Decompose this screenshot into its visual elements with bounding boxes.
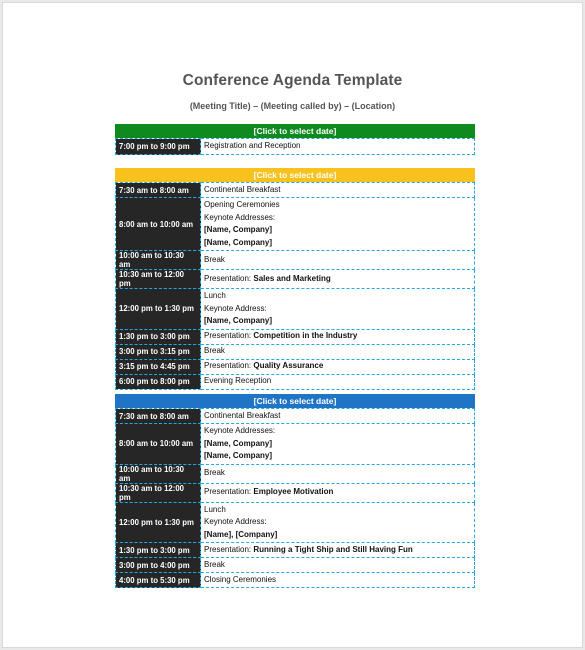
agenda-time[interactable]: 4:00 pm to 5:30 pm (116, 573, 201, 588)
agenda-description[interactable] (201, 183, 475, 198)
agenda-time[interactable]: 6:00 pm to 8:00 pm (116, 374, 201, 389)
agenda-line-text: [Name, Company] (204, 316, 273, 325)
agenda-description[interactable] (201, 198, 475, 251)
day3-table (115, 408, 475, 588)
agenda-row (116, 359, 475, 374)
agenda-description[interactable] (201, 409, 475, 424)
agenda-description[interactable] (201, 464, 475, 483)
agenda-line-text: Presentation: (204, 544, 254, 554)
agenda-line (204, 559, 471, 572)
agenda-line-text: [Name, Company] (204, 237, 273, 247)
agenda-row (116, 543, 475, 558)
agenda-row (116, 329, 475, 344)
agenda-time[interactable]: 12:00 pm to 1:30 pm (116, 289, 201, 330)
agenda-line (204, 516, 471, 529)
agenda-time[interactable]: 7:30 am to 8:00 am (116, 409, 201, 424)
agenda-time[interactable]: 10:30 am to 12:00 pm (116, 483, 201, 502)
agenda-line (204, 290, 471, 303)
agenda-description[interactable] (201, 424, 475, 465)
agenda-line-text: Break (204, 468, 225, 478)
agenda-row (116, 374, 475, 389)
agenda-row (116, 409, 475, 424)
agenda-line (204, 315, 471, 328)
presentation-topic: Quality Assurance (253, 361, 324, 371)
agenda-time[interactable]: 10:00 am to 10:30 am (116, 464, 201, 483)
agenda-line (204, 467, 471, 480)
agenda-row (116, 183, 475, 198)
page-subtitle: (Meeting Title) – (Meeting called by) – (Location) (189, 101, 396, 111)
agenda-time[interactable]: 7:30 am to 8:00 am (116, 183, 201, 198)
agenda-description[interactable] (201, 558, 475, 573)
agenda-time[interactable]: 3:15 pm to 4:45 pm (116, 359, 201, 374)
day1-date-selector[interactable]: [Click to select date] (115, 124, 475, 138)
agenda-time[interactable]: 3:00 pm to 4:00 pm (116, 558, 201, 573)
agenda-description[interactable] (201, 329, 475, 344)
agenda-time[interactable]: 10:00 am to 10:30 am (116, 251, 201, 270)
agenda-line-text: Keynote Addresses: (204, 426, 276, 435)
agenda-line-text: [Name, Company] (204, 225, 273, 234)
agenda-line (204, 303, 471, 316)
agenda-time[interactable]: 8:00 am to 10:00 am (116, 198, 201, 251)
agenda-line-text: Presentation: (204, 273, 254, 283)
agenda-line (204, 199, 471, 212)
agenda-row (116, 344, 475, 359)
agenda-row (116, 502, 475, 543)
agenda-line-text: Presentation: (204, 487, 254, 497)
day3-date-selector[interactable]: [Click to select date] (115, 394, 475, 408)
agenda-line (204, 330, 471, 343)
agenda-line-text: Keynote Addresses: (204, 212, 276, 222)
agenda-line (204, 375, 471, 388)
agenda-row (116, 424, 475, 465)
agenda-line (204, 140, 471, 153)
agenda-line (204, 544, 471, 557)
agenda-line (204, 425, 471, 438)
agenda-line-text: Keynote Address: (204, 303, 267, 313)
agenda-line-text: Opening Ceremonies (204, 200, 280, 209)
day1-table (115, 138, 475, 155)
agenda-line (204, 438, 471, 451)
agenda-line (204, 450, 471, 463)
agenda-line (204, 224, 471, 237)
agenda-line-text: Closing Ceremonies (204, 574, 277, 584)
agenda-row (116, 139, 475, 155)
agenda-line-text: [Name, Company] (204, 438, 273, 448)
agenda-row (116, 289, 475, 330)
agenda-time[interactable]: 12:00 pm to 1:30 pm (116, 502, 201, 543)
agenda-description[interactable] (201, 251, 475, 270)
agenda-line-text: Presentation: (204, 361, 254, 371)
agenda-line-text: Presentation: (204, 331, 254, 341)
agenda-line-text: Break (204, 346, 225, 356)
agenda-line (204, 529, 471, 542)
agenda-line-text: Registration and Reception (204, 141, 301, 151)
agenda-description[interactable] (201, 289, 475, 330)
day2-table (115, 182, 475, 390)
agenda-time[interactable]: 10:30 am to 12:00 pm (116, 270, 201, 289)
agenda-time[interactable]: 3:00 pm to 3:15 pm (116, 344, 201, 359)
agenda-description[interactable] (201, 359, 475, 374)
agenda-time[interactable]: 1:30 pm to 3:00 pm (116, 543, 201, 558)
agenda-row (116, 464, 475, 483)
agenda-row (116, 573, 475, 588)
agenda-line (204, 504, 471, 517)
day2-date-selector[interactable]: [Click to select date] (115, 168, 475, 182)
agenda-line (204, 345, 471, 358)
agenda-time[interactable]: 8:00 am to 10:00 am (116, 424, 201, 465)
agenda-description[interactable] (201, 573, 475, 588)
agenda-description[interactable] (201, 483, 475, 502)
day2-block (115, 168, 475, 390)
presentation-topic: Running a Tight Ship and Still Having Fun (253, 544, 413, 554)
agenda-line-text: [Name], [Company] (204, 529, 278, 539)
agenda-time[interactable]: 7:00 pm to 9:00 pm (116, 139, 201, 155)
agenda-line-text: Lunch (204, 291, 226, 300)
day1-block (115, 124, 475, 155)
presentation-topic: Employee Motivation (253, 487, 334, 497)
agenda-line-text: Lunch (204, 504, 226, 514)
day3-block (115, 394, 475, 588)
agenda-line (204, 410, 471, 423)
agenda-line-text: Keynote Address: (204, 517, 267, 526)
agenda-description[interactable] (201, 374, 475, 389)
agenda-row (116, 558, 475, 573)
agenda-row (116, 483, 475, 502)
agenda-line (204, 237, 471, 250)
presentation-topic: Sales and Marketing (253, 273, 331, 283)
agenda-description[interactable] (201, 139, 475, 155)
agenda-description[interactable] (201, 543, 475, 558)
agenda-line (204, 360, 471, 373)
agenda-description[interactable] (201, 344, 475, 359)
agenda-line (204, 184, 471, 197)
agenda-description[interactable] (201, 270, 475, 289)
agenda-line-text: Break (204, 254, 225, 264)
agenda-line (204, 486, 471, 499)
agenda-row (116, 251, 475, 270)
agenda-line (204, 574, 471, 587)
agenda-line-text: Break (204, 559, 225, 569)
agenda-line-text: [Name, Company] (204, 451, 273, 460)
agenda-line-text: Continental Breakfast (204, 410, 281, 420)
agenda-line (204, 212, 471, 225)
agenda-row (116, 270, 475, 289)
agenda-description[interactable] (201, 502, 475, 543)
presentation-topic: Competition in the Industry (253, 331, 358, 341)
agenda-line-text: Evening Reception (204, 376, 272, 386)
agenda-line (204, 254, 471, 267)
agenda-time[interactable]: 1:30 pm to 3:00 pm (116, 329, 201, 344)
agenda-line (204, 273, 471, 286)
agenda-row (116, 198, 475, 251)
agenda-line-text: Continental Breakfast (204, 184, 281, 194)
page-title: Conference Agenda Template (182, 72, 403, 89)
